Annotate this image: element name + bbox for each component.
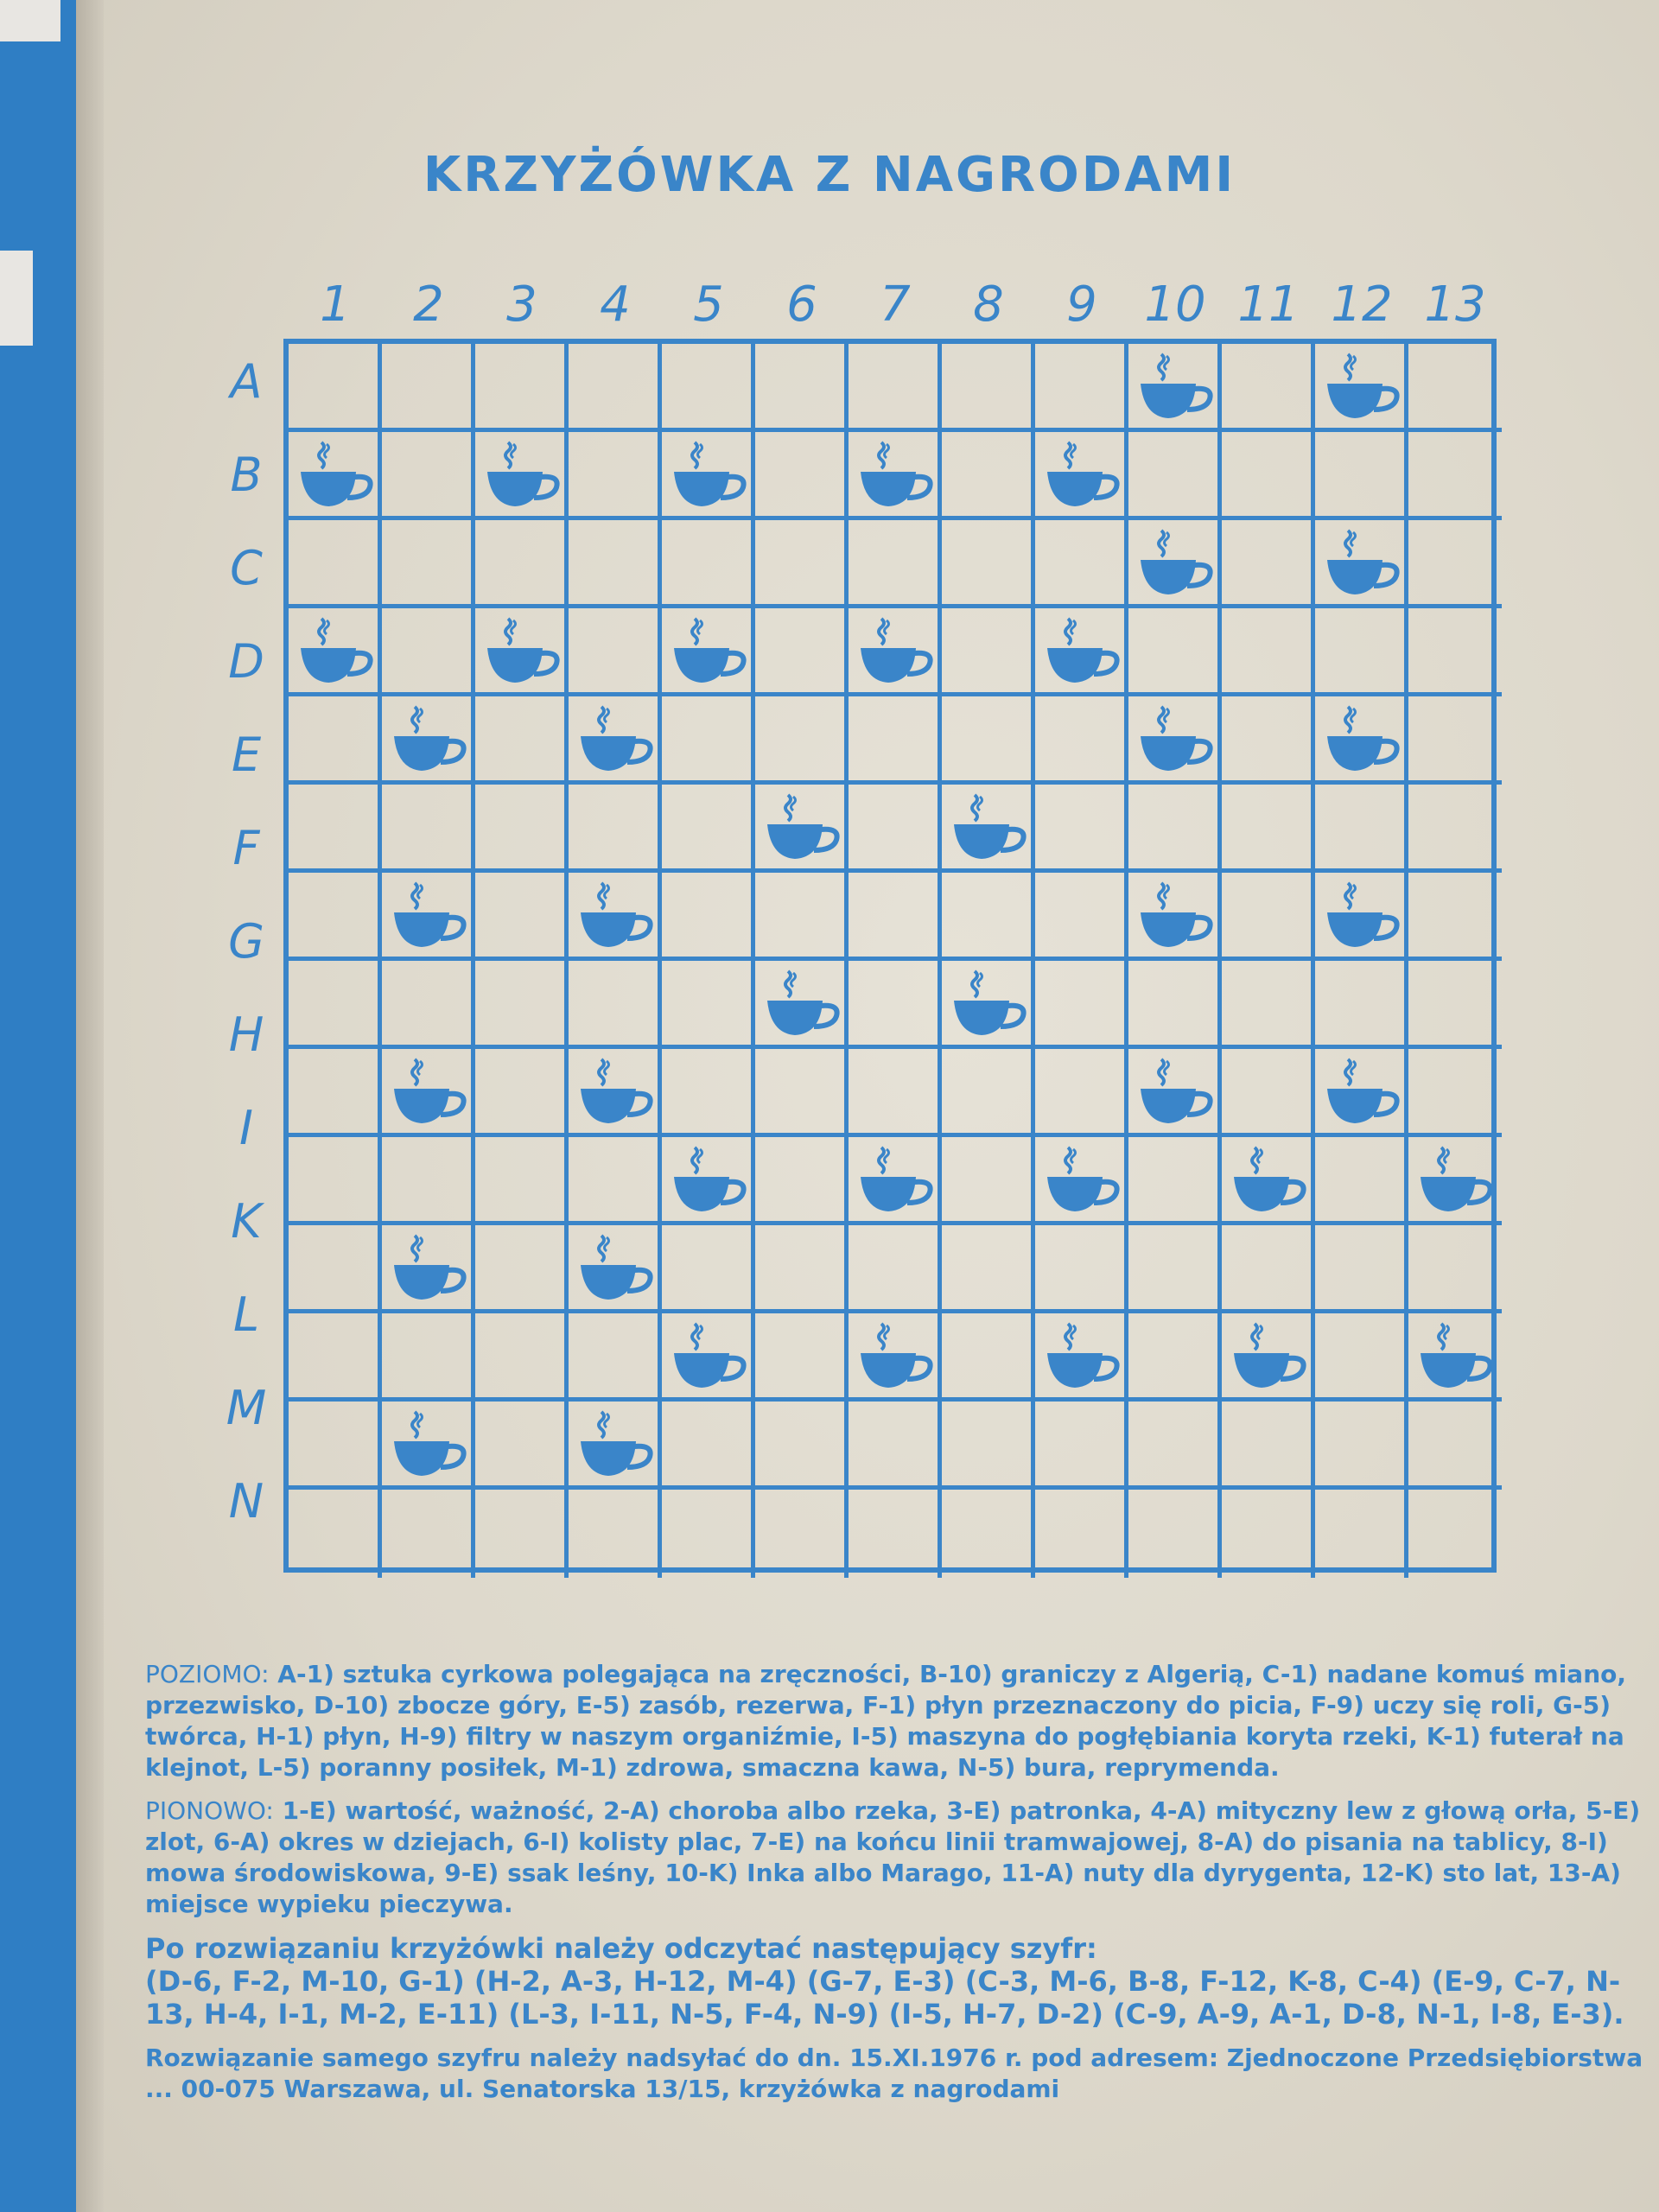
grid-cell[interactable] (289, 344, 382, 432)
grid-cell[interactable] (755, 1137, 849, 1225)
coffee-cup-icon (1135, 1054, 1215, 1130)
grid-cell[interactable] (1222, 1490, 1315, 1578)
grid-cell[interactable] (1315, 344, 1408, 432)
down-text: 1-E) wartość, ważność, 2-A) choroba albo rzeka, 3-E) patronka, 4-A) mityczny lew z głową orła, 5-E) zlot, 6-A) okres w dziejach, 6-I) kolisty plac, 7-E) na końcu linii tramwajowej, 8-A) do pisania na tablicy, 8-I) mowa środowiskowa, 9-E) ssak leśny, 10-K) Inka albo Marago, 11-A) nuty dla dyrygenta, 12-K) sto lat, 13-A) miejsce wypieku pieczywa. (145, 1796, 1641, 1918)
grid-cell[interactable] (849, 961, 942, 1049)
grid-cell[interactable] (755, 432, 849, 520)
grid-cell[interactable] (1408, 1137, 1502, 1225)
clues-section (145, 1659, 1649, 2117)
coffee-cup-icon (575, 1407, 655, 1483)
grid-cell[interactable] (662, 432, 755, 520)
grid-cell[interactable] (1315, 1137, 1408, 1225)
grid-cell[interactable] (569, 1313, 662, 1402)
row-letter: K (231, 1194, 262, 1249)
grid-cell[interactable] (1315, 785, 1408, 873)
grid-cell[interactable] (289, 1490, 382, 1578)
coffee-cup-icon (482, 437, 562, 513)
column-number: 2 (413, 276, 444, 333)
grid-cell[interactable] (1128, 1490, 1222, 1578)
grid-cell[interactable] (1035, 608, 1128, 696)
grid-cell[interactable] (662, 1313, 755, 1402)
coffee-cup-icon (1042, 1142, 1122, 1218)
grid-cell[interactable] (1222, 873, 1315, 961)
grid-cell[interactable] (1035, 432, 1128, 520)
coffee-cup-icon (389, 1230, 468, 1306)
grid-cell[interactable] (942, 1137, 1035, 1225)
grid-cell[interactable] (1128, 1225, 1222, 1313)
grid-cell[interactable] (755, 608, 849, 696)
grid-cell[interactable] (1222, 1225, 1315, 1313)
grid-cell[interactable] (382, 1490, 475, 1578)
column-numbers (0, 276, 1659, 337)
grid-cell[interactable] (755, 1313, 849, 1402)
row-letter: G (228, 914, 264, 969)
row-letter: B (230, 448, 263, 502)
row-letter: I (239, 1101, 253, 1155)
grid-cell[interactable] (1035, 1402, 1128, 1490)
grid-cell[interactable] (942, 608, 1035, 696)
grid-cell[interactable] (755, 1049, 849, 1137)
grid-cell[interactable] (289, 520, 382, 608)
crossword-grid[interactable] (283, 339, 1497, 1573)
grid-cell[interactable] (849, 1402, 942, 1490)
grid-cell[interactable] (1128, 696, 1222, 785)
row-letter: L (232, 1287, 260, 1342)
row-letter: M (226, 1381, 267, 1435)
grid-cell[interactable] (1035, 1490, 1128, 1578)
coffee-cup-icon (389, 1407, 468, 1483)
grid-cell[interactable] (382, 961, 475, 1049)
grid-cell[interactable] (1315, 1049, 1408, 1137)
grid-cell[interactable] (662, 1049, 755, 1137)
grid-cell[interactable] (1128, 1402, 1222, 1490)
coffee-cup-icon (949, 790, 1028, 866)
grid-cell[interactable] (662, 961, 755, 1049)
grid-cell[interactable] (942, 961, 1035, 1049)
grid-cell[interactable] (1222, 1313, 1315, 1402)
grid-cell[interactable] (755, 785, 849, 873)
coffee-cup-icon (855, 1319, 935, 1395)
coffee-cup-icon (1322, 1054, 1402, 1130)
column-number: 1 (320, 276, 351, 333)
row-letter: C (230, 541, 263, 595)
coffee-cup-icon (1322, 525, 1402, 601)
grid-cell[interactable] (849, 1490, 942, 1578)
grid-cell[interactable] (569, 1049, 662, 1137)
grid-cell[interactable] (289, 696, 382, 785)
grid-cell[interactable] (849, 696, 942, 785)
grid-cell[interactable] (1035, 1049, 1128, 1137)
grid-cell[interactable] (1128, 961, 1222, 1049)
coffee-cup-icon (296, 437, 375, 513)
grid-cell[interactable] (382, 1137, 475, 1225)
grid-cell[interactable] (1035, 1137, 1128, 1225)
grid-cell[interactable] (1315, 432, 1408, 520)
grid-cell[interactable] (382, 696, 475, 785)
grid-cell[interactable] (289, 608, 382, 696)
coffee-cup-icon (1135, 525, 1215, 601)
grid-cell[interactable] (662, 1225, 755, 1313)
grid-cell[interactable] (475, 873, 569, 961)
coffee-cup-icon (482, 613, 562, 690)
grid-cell[interactable] (475, 1490, 569, 1578)
grid-cell[interactable] (755, 696, 849, 785)
grid-cell[interactable] (849, 1225, 942, 1313)
address-text: Rozwiązanie samego szyfru należy nadsyłać do dn. 15.XI.1976 r. pod adresem: Zjednoczone Przedsiębiorstwa ... 00-075 Warszawa, ul. Senatorska 13/15, krzyżówka z nagrodami (145, 2044, 1643, 2103)
coffee-cup-icon (669, 437, 748, 513)
grid-cell[interactable] (1035, 696, 1128, 785)
coffee-cup-icon (575, 1054, 655, 1130)
grid-cell[interactable] (1408, 344, 1502, 432)
grid-cell[interactable] (289, 785, 382, 873)
grid-cell[interactable] (942, 1490, 1035, 1578)
cover-notch-top (0, 0, 60, 41)
grid-cell[interactable] (569, 873, 662, 961)
coffee-cup-icon (1042, 1319, 1122, 1395)
grid-cell[interactable] (1128, 344, 1222, 432)
coffee-cup-icon (1415, 1142, 1495, 1218)
grid-cell[interactable] (1408, 873, 1502, 961)
row-letter: H (228, 1007, 264, 1062)
grid-cell[interactable] (382, 873, 475, 961)
grid-cell[interactable] (755, 873, 849, 961)
coffee-cup-icon (575, 878, 655, 954)
grid-cell[interactable] (1408, 1313, 1502, 1402)
grid-cell[interactable] (1128, 1313, 1222, 1402)
column-number: 3 (506, 276, 537, 333)
row-letters (216, 339, 276, 1574)
grid-cell[interactable] (1222, 696, 1315, 785)
grid-cell[interactable] (1315, 1313, 1408, 1402)
grid-cell[interactable] (289, 1313, 382, 1402)
grid-cell[interactable] (289, 1225, 382, 1313)
grid-cell[interactable] (1222, 1137, 1315, 1225)
grid-cell[interactable] (849, 432, 942, 520)
coffee-cup-icon (949, 966, 1028, 1042)
grid-cell[interactable] (1128, 432, 1222, 520)
grid-cell[interactable] (1222, 520, 1315, 608)
column-number: 13 (1424, 276, 1486, 333)
grid-cell[interactable] (569, 1225, 662, 1313)
across-label: POZIOMO: (145, 1660, 270, 1688)
coffee-cup-icon (855, 613, 935, 690)
page-title: KRZYŻÓWKA Z NAGRODAMI (423, 147, 1236, 203)
grid-cell[interactable] (662, 1137, 755, 1225)
grid-cell[interactable] (942, 873, 1035, 961)
grid-cell[interactable] (755, 961, 849, 1049)
grid-cell[interactable] (849, 1137, 942, 1225)
grid-cell[interactable] (1408, 1402, 1502, 1490)
grid-cell[interactable] (1035, 520, 1128, 608)
grid-cell[interactable] (569, 961, 662, 1049)
column-number: 7 (880, 276, 911, 333)
grid-cell[interactable] (755, 520, 849, 608)
grid-cell[interactable] (662, 873, 755, 961)
grid-cell[interactable] (569, 1490, 662, 1578)
coffee-cup-icon (389, 878, 468, 954)
grid-cell[interactable] (1315, 1490, 1408, 1578)
grid-cell[interactable] (382, 432, 475, 520)
coffee-cup-icon (296, 613, 375, 690)
cipher-intro: Po rozwiązaniu krzyżówki należy odczytać następujący szyfr: (145, 1932, 1097, 1965)
column-number: 10 (1144, 276, 1206, 333)
grid-cell[interactable] (1408, 608, 1502, 696)
coffee-cup-icon (1322, 349, 1402, 425)
grid-cell[interactable] (1408, 696, 1502, 785)
grid-cell[interactable] (1408, 1049, 1502, 1137)
coffee-cup-icon (1322, 878, 1402, 954)
grid-cell[interactable] (289, 1137, 382, 1225)
grid-cell[interactable] (1408, 785, 1502, 873)
grid-cell[interactable] (569, 344, 662, 432)
grid-cell[interactable] (942, 1049, 1035, 1137)
grid-cell[interactable] (849, 1313, 942, 1402)
grid-cell[interactable] (382, 785, 475, 873)
grid-cell[interactable] (382, 1402, 475, 1490)
column-number: 6 (786, 276, 817, 333)
grid-cell[interactable] (289, 961, 382, 1049)
across-text: A-1) sztuka cyrkowa polegająca na zręczności, B-10) graniczy z Algerią, C-1) nadane komuś miano, przezwisko, D-10) zbocze góry, E-5) zasób, rezerwa, F-1) płyn przeznaczony do picia, F-9) uczy się roli, G-5) twórca, H-1) płyn, H-9) filtry w naszym organiźmie, I-5) maszyna do pogłębiania koryta rzeki, K-1) futerał na klejnot, L-5) poranny posiłek, M-1) zdrowa, smaczna kawa, N-5) bura, reprymenda. (145, 1660, 1627, 1782)
grid-cell[interactable] (1035, 785, 1128, 873)
grid-cell[interactable] (569, 608, 662, 696)
column-number: 5 (693, 276, 724, 333)
grid-cell[interactable] (382, 1225, 475, 1313)
coffee-cup-icon (855, 1142, 935, 1218)
grid-cell[interactable] (662, 785, 755, 873)
grid-cell[interactable] (942, 696, 1035, 785)
coffee-cup-icon (1042, 613, 1122, 690)
grid-cell[interactable] (1408, 520, 1502, 608)
grid-cell[interactable] (1035, 873, 1128, 961)
grid-cell[interactable] (1035, 344, 1128, 432)
row-letter: D (228, 634, 264, 689)
grid-cell[interactable] (475, 1313, 569, 1402)
coffee-cup-icon (1229, 1319, 1308, 1395)
grid-cell[interactable] (475, 1402, 569, 1490)
grid-cell[interactable] (1222, 1402, 1315, 1490)
grid-cell[interactable] (849, 785, 942, 873)
grid-cell[interactable] (289, 1049, 382, 1137)
coffee-cup-icon (669, 1319, 748, 1395)
cipher-code: (D-6, F-2, M-10, G-1) (H-2, A-3, H-12, M-4) (G-7, E-3) (C-3, M-6, B-8, F-12, K-8, C-4) (E-9, C-7, N-13, H-4, I-1, M-2, E-11) (L-3, I-11, N-5, F-4, N-9) (I-5, H-7, D-2) (C-9, A-9, A-1, D-8, N-1, I-8, E-3). (145, 1965, 1624, 2031)
row-letter: F (232, 821, 260, 875)
grid-cell[interactable] (475, 961, 569, 1049)
grid-cell[interactable] (475, 432, 569, 520)
grid-cell[interactable] (1128, 873, 1222, 961)
grid-cell[interactable] (1128, 1137, 1222, 1225)
grid-cell[interactable] (755, 344, 849, 432)
grid-cell[interactable] (1035, 1225, 1128, 1313)
coffee-cup-icon (1322, 702, 1402, 778)
grid-cell[interactable] (475, 344, 569, 432)
coffee-cup-icon (575, 1230, 655, 1306)
grid-cell[interactable] (1315, 1225, 1408, 1313)
cipher-block (145, 1932, 1649, 2031)
grid-cell[interactable] (382, 520, 475, 608)
grid-cell[interactable] (755, 1225, 849, 1313)
grid-cell[interactable] (662, 1402, 755, 1490)
grid-cell[interactable] (569, 1402, 662, 1490)
grid-cell[interactable] (1408, 1225, 1502, 1313)
grid-cell[interactable] (662, 344, 755, 432)
grid-cell[interactable] (1408, 1490, 1502, 1578)
grid-cell[interactable] (1128, 608, 1222, 696)
grid-cell[interactable] (942, 344, 1035, 432)
coffee-cup-icon (389, 1054, 468, 1130)
grid-cell[interactable] (289, 1402, 382, 1490)
coffee-cup-icon (762, 966, 842, 1042)
coffee-cup-icon (1135, 878, 1215, 954)
grid-cell[interactable] (1408, 961, 1502, 1049)
grid-cell[interactable] (1222, 344, 1315, 432)
grid-cell[interactable] (1408, 432, 1502, 520)
grid-cell[interactable] (1128, 520, 1222, 608)
coffee-cup-icon (669, 1142, 748, 1218)
grid-cell[interactable] (1222, 785, 1315, 873)
grid-cell[interactable] (289, 873, 382, 961)
grid-cell[interactable] (1128, 785, 1222, 873)
grid-cell[interactable] (849, 520, 942, 608)
column-number: 12 (1331, 276, 1393, 333)
grid-cell[interactable] (1315, 1402, 1408, 1490)
row-letter: A (230, 354, 263, 409)
grid-cell[interactable] (475, 696, 569, 785)
grid-cell[interactable] (849, 873, 942, 961)
column-number: 4 (600, 276, 631, 333)
column-number: 9 (1066, 276, 1097, 333)
grid-cell[interactable] (942, 1313, 1035, 1402)
row-letter: N (228, 1474, 264, 1529)
coffee-cup-icon (669, 613, 748, 690)
grid-cell[interactable] (662, 1490, 755, 1578)
grid-cell[interactable] (849, 344, 942, 432)
grid-cell[interactable] (942, 785, 1035, 873)
coffee-cup-icon (1229, 1142, 1308, 1218)
grid-cell[interactable] (475, 1225, 569, 1313)
coffee-cup-icon (1135, 702, 1215, 778)
grid-cell[interactable] (475, 1049, 569, 1137)
grid-cell[interactable] (569, 696, 662, 785)
grid-cell[interactable] (475, 608, 569, 696)
grid-cell[interactable] (382, 1313, 475, 1402)
grid-cell[interactable] (1222, 608, 1315, 696)
grid-cell[interactable] (942, 1402, 1035, 1490)
grid-cell[interactable] (1315, 873, 1408, 961)
grid-cell[interactable] (849, 608, 942, 696)
grid-cell[interactable] (1315, 608, 1408, 696)
coffee-cup-icon (762, 790, 842, 866)
coffee-cup-icon (389, 702, 468, 778)
grid-cell[interactable] (755, 1402, 849, 1490)
grid-cell[interactable] (942, 432, 1035, 520)
grid-cell[interactable] (569, 432, 662, 520)
grid-cell[interactable] (382, 344, 475, 432)
grid-cell[interactable] (942, 1225, 1035, 1313)
column-number: 8 (973, 276, 1004, 333)
grid-cell[interactable] (1128, 1049, 1222, 1137)
coffee-cup-icon (855, 437, 935, 513)
grid-cell[interactable] (382, 608, 475, 696)
clues-down (145, 1796, 1649, 1920)
grid-cell[interactable] (662, 608, 755, 696)
grid-cell[interactable] (1222, 432, 1315, 520)
grid-cell[interactable] (475, 520, 569, 608)
grid-cell[interactable] (1222, 1049, 1315, 1137)
coffee-cup-icon (1415, 1319, 1495, 1395)
down-label: PIONOWO: (145, 1796, 274, 1825)
grid-cell[interactable] (569, 785, 662, 873)
grid-cell[interactable] (382, 1049, 475, 1137)
grid-cell[interactable] (849, 1049, 942, 1137)
column-number: 11 (1237, 276, 1300, 333)
clues-across (145, 1659, 1649, 1783)
grid-cell[interactable] (1222, 961, 1315, 1049)
grid-cell[interactable] (1315, 961, 1408, 1049)
grid-cell[interactable] (289, 432, 382, 520)
grid-cell[interactable] (569, 1137, 662, 1225)
coffee-cup-icon (1042, 437, 1122, 513)
grid-cell[interactable] (1035, 1313, 1128, 1402)
grid-cell[interactable] (755, 1490, 849, 1578)
grid-cell[interactable] (1315, 520, 1408, 608)
grid-cell[interactable] (942, 520, 1035, 608)
grid-cell[interactable] (569, 520, 662, 608)
coffee-cup-icon (575, 702, 655, 778)
grid-cell[interactable] (1315, 696, 1408, 785)
row-letter: E (231, 728, 262, 782)
grid-cell[interactable] (475, 785, 569, 873)
coffee-cup-icon (1135, 349, 1215, 425)
grid-cell[interactable] (475, 1137, 569, 1225)
grid-cell[interactable] (662, 696, 755, 785)
grid-cell[interactable] (662, 520, 755, 608)
grid-cell[interactable] (1035, 961, 1128, 1049)
